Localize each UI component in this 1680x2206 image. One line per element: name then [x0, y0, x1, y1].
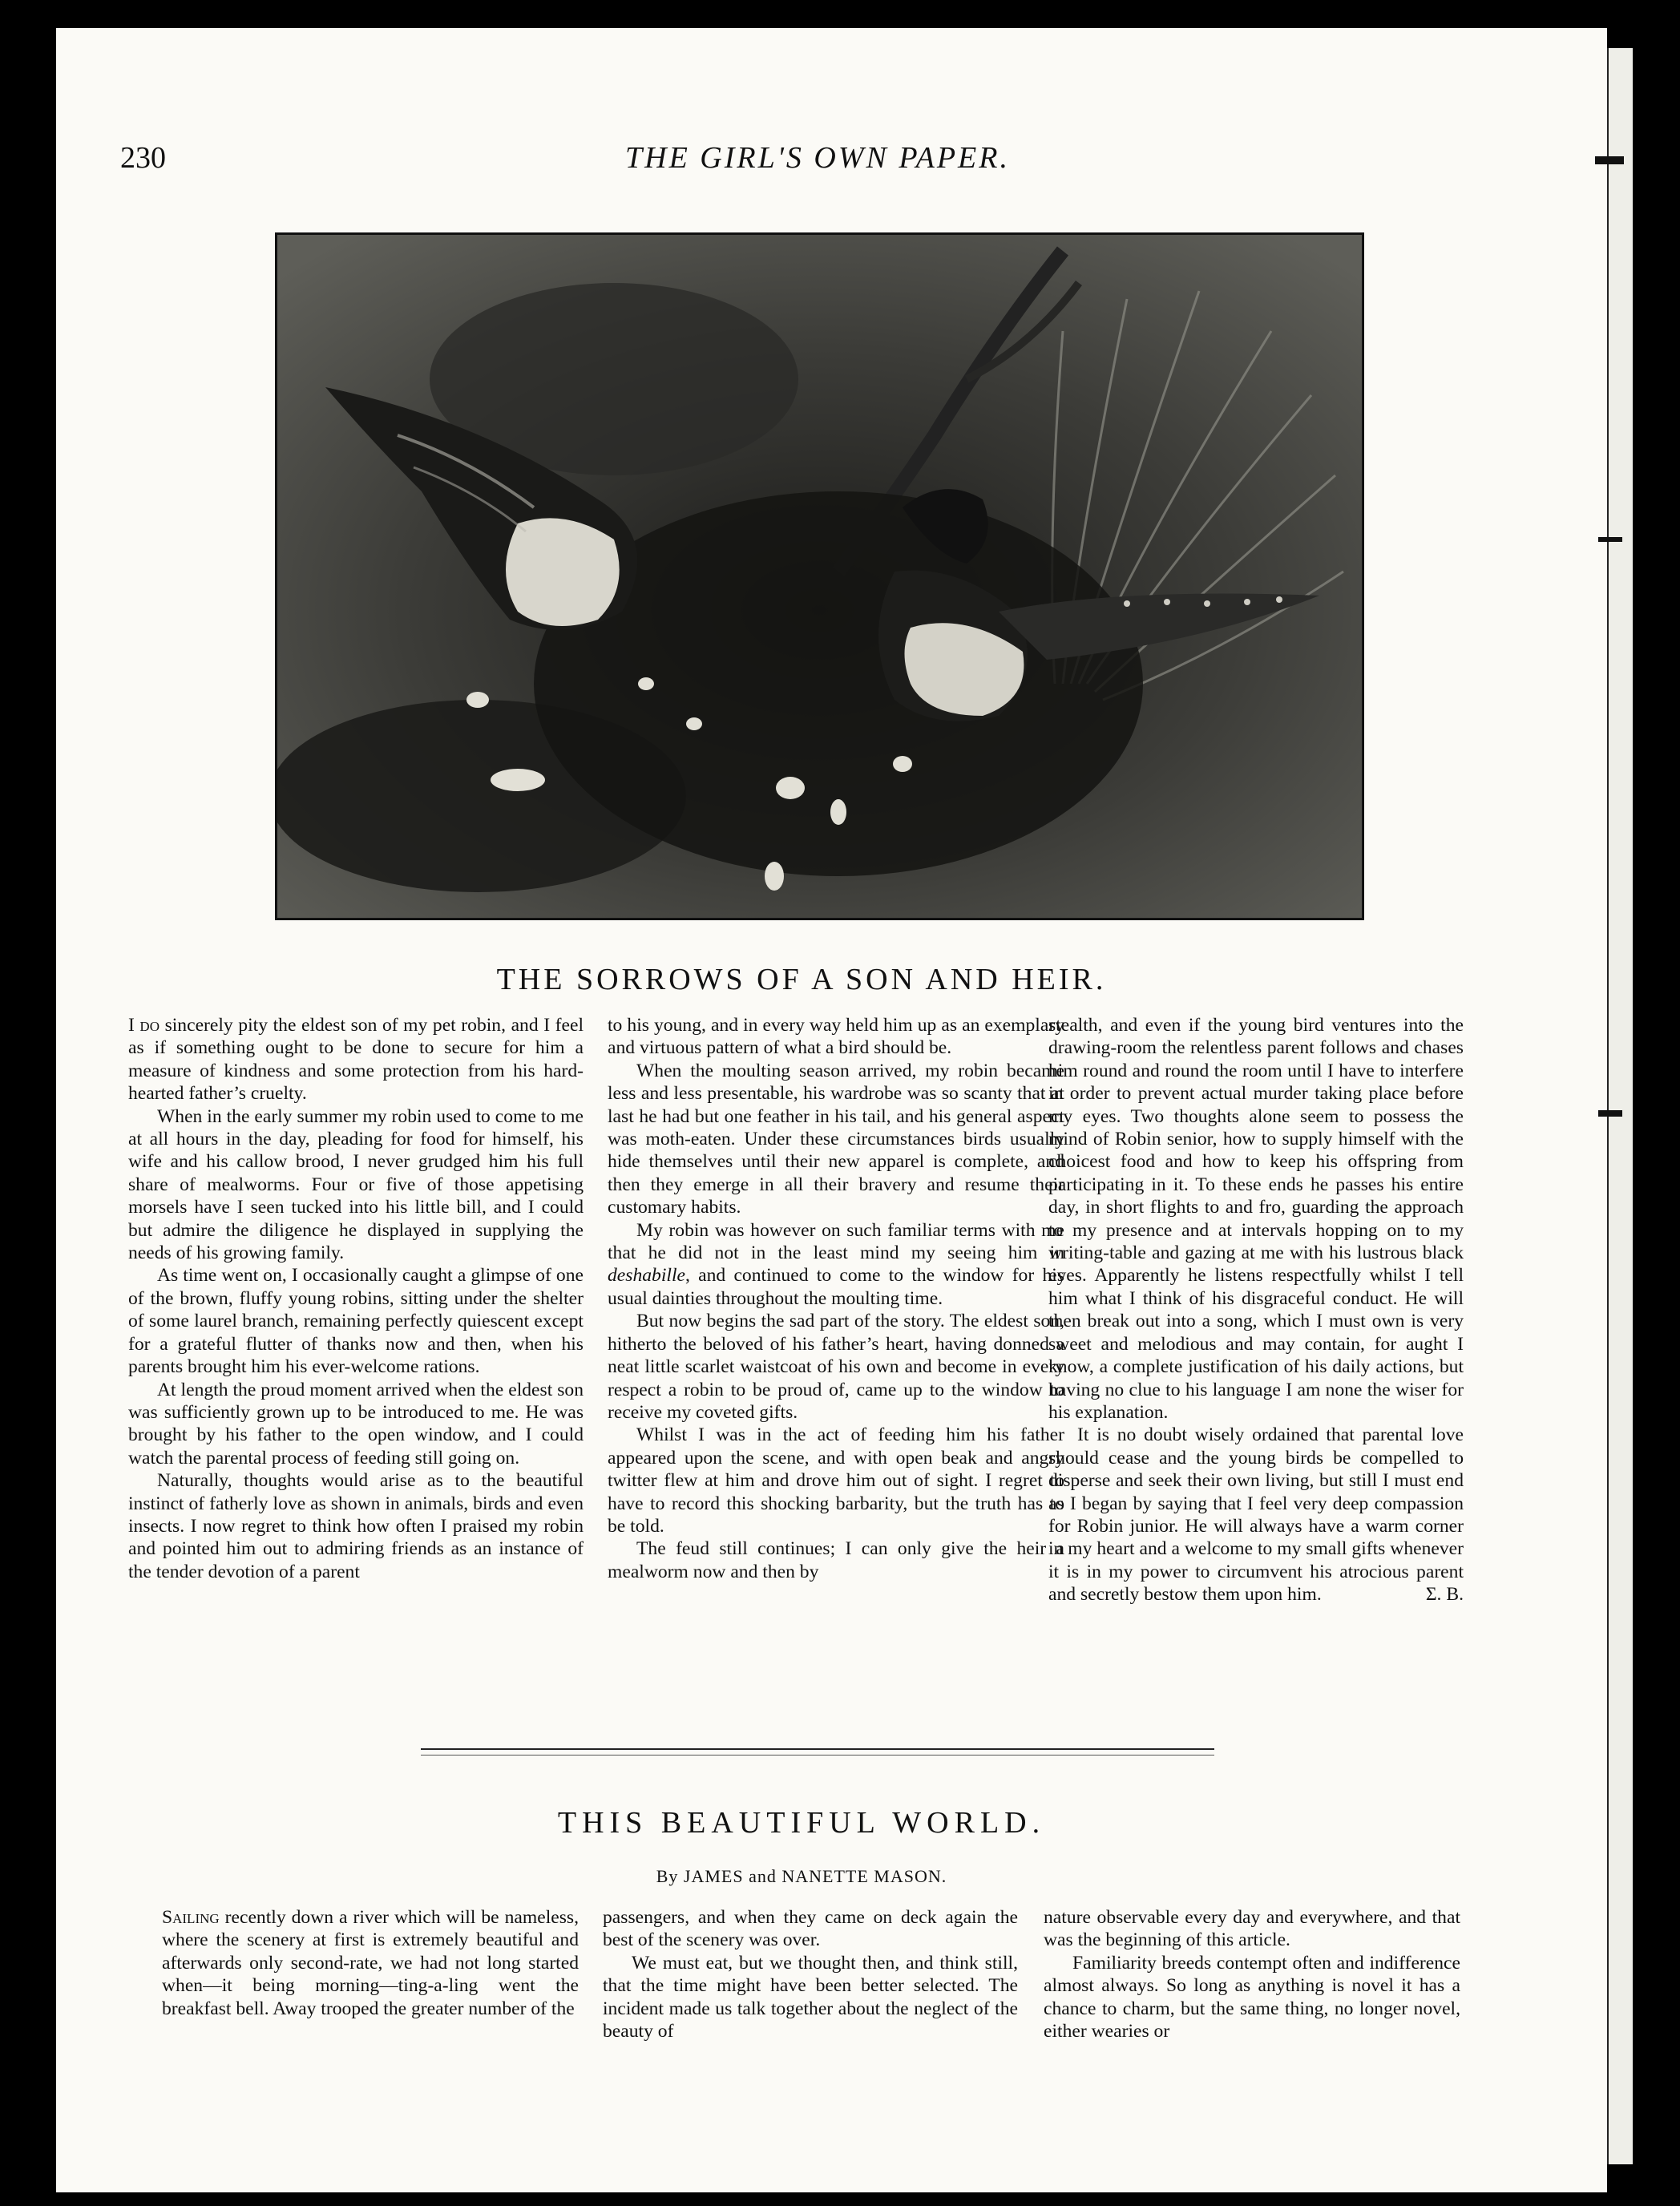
article1-column-3	[1048, 1014, 1464, 1606]
paragraph: The feud still continues; I can only give the heir a mealworm now and then by	[608, 1538, 1064, 1582]
page-edge-mark	[1595, 156, 1624, 164]
paragraph: Naturally, thoughts would arise as to the beautiful instinct of fatherly love as shown in animals, birds and even insects. I now regret to think how often I praised my robin and pointed him out to admiring friends as an instance of the tender devotion of a parent	[128, 1470, 584, 1582]
page-header	[120, 140, 1483, 180]
byline: By JAMES and NANETTE MASON.	[656, 1866, 947, 1886]
paragraph: Whilst I was in the act of feeding him his father appeared upon the scene, and with open beak and angry twitter flew at him and drove him out of sight. I regret to have to record this shocking barbarity, but the truth has to be told.	[608, 1424, 1064, 1537]
paragraph-text: sincerely pity the eldest son of my pet robin, and I feel as if something ought to be done to secure for him a measure of kindness and some protection from his hard-hearted father’s cruelty.	[128, 1015, 584, 1105]
paragraph-text: , and continued to come to the window for his usual dainties throughout the moulting time.	[608, 1265, 1064, 1309]
article2-column-1	[162, 1906, 579, 2020]
paragraph: We must eat, but we thought then, and think still, that the time might have been better selected. The incident made us talk together about the neglect of the beauty of	[603, 1952, 1018, 2042]
paragraph-text: My robin was however on such familiar terms with me that he did not in the least mind my seeing him in	[608, 1219, 1064, 1264]
page-edge-mark	[1598, 1110, 1622, 1117]
robin-illustration	[275, 232, 1364, 920]
paragraph: Familiarity breeds contempt often and indifference almost always. So long as anything is novel it has a chance to charm, but the same thing, no longer novel, either wearies or	[1044, 1952, 1460, 2042]
article1-column-1	[128, 1014, 584, 1583]
paragraph: When the moulting season arrived, my robin became less and less presentable, his wardrobe was so scanty that at last he had but one feather in his tail, and his general aspect was moth-eaten. Under these circumstances birds usually hide themselves until their new apparel is complete, and then they emerge in all their bravery and resume their customary habits.	[608, 1060, 1064, 1218]
paragraph: As time went on, I occasionally caught a glimpse of one of the brown, fluffy young robins, sitting under the shelter of some laurel branch, remaining perfectly quiescent except for a grateful flutter of thanks now and then, when his parents brought him his ever-welcome rations.	[128, 1265, 584, 1378]
page-edge-mark	[1598, 537, 1622, 542]
running-title: THE GIRL'S OWN PAPER.	[625, 141, 1010, 175]
paragraph-text: recently down a river which will be nameless, where the scenery at first is extremely beautiful and afterwards only second-rate, we had not long started when—it being morning—ting-a-ling went the breakfast bell. Away trooped the greater number of the	[162, 1907, 579, 2019]
paragraph	[128, 1014, 584, 1105]
article-title: THE SORROWS OF A SON AND HEIR.	[496, 963, 1107, 996]
robins-engraving	[277, 235, 1362, 918]
paragraph	[162, 1906, 579, 2020]
paragraph: nature observable every day and everywhere, and that was the beginning of this article.	[1044, 1907, 1460, 1951]
italic-term: deshabille	[608, 1265, 685, 1287]
paragraph: stealth, and even if the young bird ventures into the drawing-room the relentless parent follows and chases him round and round the room until I have to interfere in order to prevent actual murder taking place before my eyes. Two thoughts alone seem to possess the mind of Robin senior, how to supply himself with the choicest food and how to keep his offspring from participating in it. To these ends he passes his entire day, in short flights to and fro, guarding the approach to my presence and at intervals hopping on to my writing-table and gazing at me with his lustrous black eyes. Apparently he listens respectfully whilst I tell him what I think of his disgraceful conduct. He will then break out into a song, which I must own is very sweet and melodious and may contain, for aught I know, a complete justification of his daily actions, but having no clue to his language I am none the wiser for his explanation.	[1048, 1015, 1464, 1423]
drop-lead: Sailing	[162, 1907, 220, 1928]
paragraph: When in the early summer my robin used to come to me at all hours in the day, pleading for food for himself, his wife and his callow brood, I never grudged him his full share of mealworms. Four or five of those appetising morsels have I seen tucked into his little bill, and I could but admire the diligence he displayed in supplying the needs of his growing family.	[128, 1105, 584, 1264]
author-signature: Σ. B.	[1425, 1584, 1464, 1606]
paragraph: At length the proud moment arrived when the eldest son was sufficiently grown up to be introduced to me. He was brought by his father to the open window, and I could watch the parental process of feeding still going on.	[128, 1379, 584, 1469]
paragraph: But now begins the sad part of the story. The eldest son, hitherto the beloved of his father’s heart, having donned a neat little scarlet waistcoat of his own and become in every respect a robin to be proud of, came up to the window to receive my coveted gifts.	[608, 1311, 1064, 1423]
page-number: 230	[120, 141, 166, 175]
article2-column-2	[603, 1906, 1018, 2042]
article1-column-2	[608, 1014, 1064, 1583]
drop-lead: I do	[128, 1015, 160, 1036]
paragraph-text: It is no doubt wisely ordained that parental love should cease and the young birds be compelled to disperse and seek their own living, but still I must end as I began by saying that I feel very deep compassion for Robin junior. He will always have a warm corner in my heart and a welcome to my small gifts whenever it is in my power to circumvent his atrocious parent and secretly bestow them upon him.	[1048, 1424, 1464, 1606]
adjacent-page-edge	[1607, 48, 1633, 2164]
paragraph: to his young, and in every way held him up as an exemplary and virtuous pattern of what a bird should be.	[608, 1015, 1064, 1059]
paragraph	[1048, 1424, 1464, 1606]
article-title: THIS BEAUTIFUL WORLD.	[557, 1806, 1046, 1840]
section-divider	[421, 1748, 1214, 1756]
article2-column-3	[1044, 1906, 1460, 2042]
paragraph	[608, 1219, 1064, 1311]
paragraph: passengers, and when they came on deck again the best of the scenery was over.	[603, 1907, 1018, 1951]
